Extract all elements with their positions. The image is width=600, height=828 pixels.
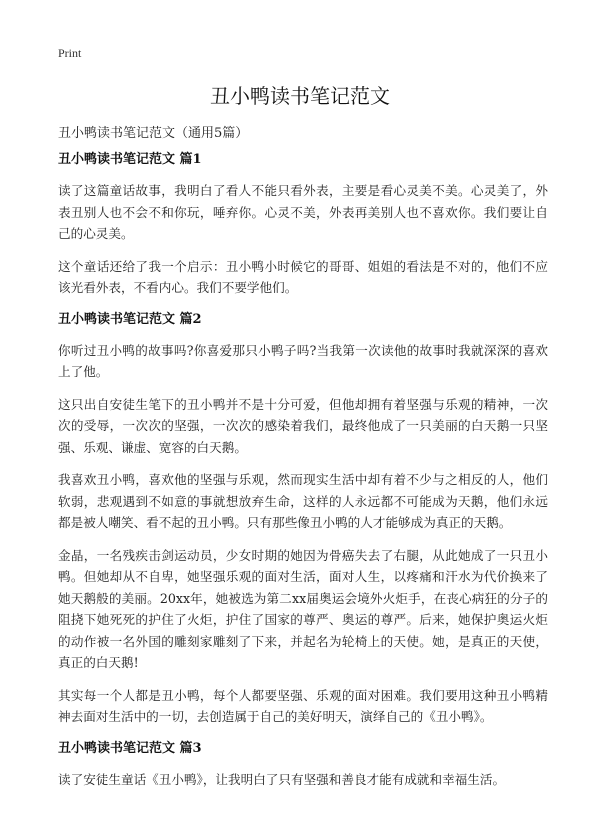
paragraph: 我喜欢丑小鸭，喜欢他的坚强与乐观，然而现实生活中却有着不少与之相反的人，他们软弱，悲观遇到不如意的事就想放弃生命，这样的人永远都不可能成为天鹅，他们永远都是被人嘲笑、看不起的丑小鸭。只有那些像丑小鸭的人才能够成为真正的天鹅。 (58, 472, 548, 530)
section-1 (58, 150, 548, 299)
section-heading: 丑小鸭读书笔记范文 篇3 (58, 740, 202, 756)
section-heading: 丑小鸭读书笔记范文 篇1 (58, 152, 202, 167)
paragraph: 这个童话还给了我一个启示：丑小鸭小时候它的哥哥、姐姐的看法是不对的，他们不应该光看外表，不看内心。我们不要学他们。 (58, 258, 548, 295)
print-label: Print (58, 46, 82, 60)
paragraph: 你听过丑小鸭的故事吗?你喜爱那只小鸭子吗?当我第一次读他的故事时我就深深的喜欢上了他。 (58, 342, 548, 379)
paragraph: 金晶，一名残疾击剑运动员，少女时期的她因为骨癌失去了右腿，从此她成了一只丑小鸭。但她却从不自卑，她坚强乐观的面对生活，面对人生，以疼痛和汗水为代价换来了她天鹅般的美丽。20xx年，她被选为第二xx届奥运会境外火炬手，在丧心病狂的分子的阻挠下她死死的护住了火炬，护住了国家的尊严、奥运的尊严。后来，她保护奥运火炬的动作被一名外国的雕刻家雕刻了下来，并起名为轮椅上的天使。她，是真正的天使，真正的白天鹅! (58, 547, 548, 670)
paragraph: 读了安徒生童话《丑小鸭》，让我明白了只有坚强和善良才能有成就和幸福生活。 (58, 771, 506, 787)
page-subtitle: 丑小鸭读书笔记范文（通用5篇） (58, 126, 249, 141)
section-3 (58, 739, 548, 791)
section-2 (58, 310, 548, 728)
paragraph: 读了这篇童话故事，我明白了看人不能只看外表，主要是看心灵美不美。心灵美了，外表丑别人也不会不和你玩，唾弃你。心灵不美，外表再美别人也不喜欢你。我们要让自己的心灵美。 (58, 183, 548, 241)
page-title: 丑小鸭读书笔记范文 (210, 84, 390, 108)
section-heading: 丑小鸭读书笔记范文 篇2 (58, 311, 202, 327)
article-body (58, 150, 548, 801)
paragraph: 其实每一个人都是丑小鸭，每个人都要坚强、乐观的面对困难。我们要用这种丑小鸭精神去面对生活中的一切，去创造属于自己的美好明天，演绎自己的《丑小鸭》。 (58, 687, 548, 724)
paragraph: 这只出自安徒生笔下的丑小鸭并不是十分可爱，但他却拥有着坚强与乐观的精神，一次次的受辱，一次次的坚强，一次次的感染着我们，最终他成了一只美丽的白天鹅一只坚强、乐观、谦虚、宽容的白天鹅。 (58, 396, 548, 455)
